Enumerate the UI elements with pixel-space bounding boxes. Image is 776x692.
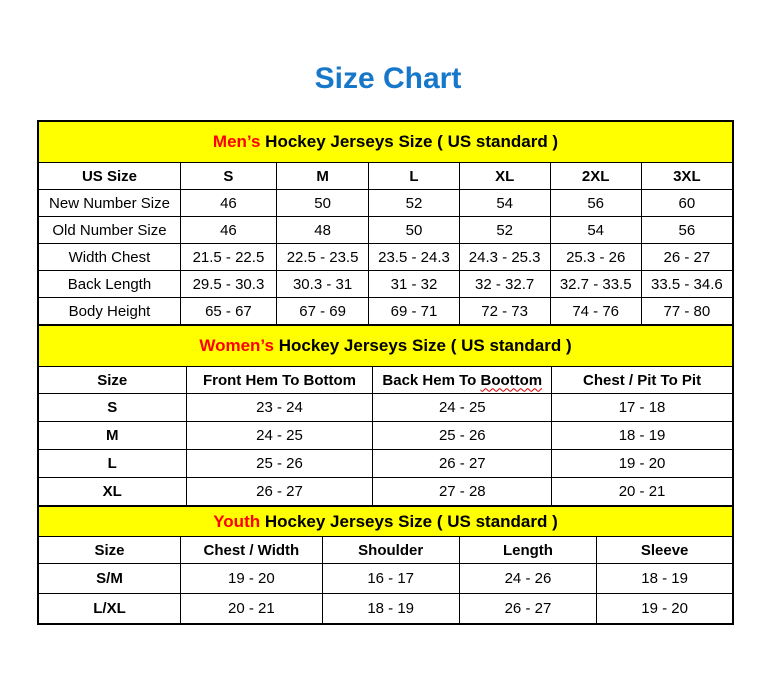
column-header: M — [276, 163, 368, 190]
table-cell: 19 - 20 — [552, 450, 733, 478]
table-cell: 18 - 19 — [322, 594, 459, 625]
table-cell: 24 - 25 — [186, 422, 373, 450]
row-label: L/XL — [38, 594, 180, 625]
column-header: 3XL — [641, 163, 733, 190]
table-cell: 32.7 - 33.5 — [550, 271, 641, 298]
table-cell: 24.3 - 25.3 — [459, 244, 550, 271]
table-cell: 54 — [550, 217, 641, 244]
column-header: Front Hem To Bottom — [186, 367, 373, 394]
table-row — [38, 478, 733, 507]
column-header: 2XL — [550, 163, 641, 190]
table-cell: 25.3 - 26 — [550, 244, 641, 271]
row-label: S/M — [38, 564, 180, 594]
table-cell: 69 - 71 — [369, 298, 459, 326]
table-cell: 46 — [180, 217, 276, 244]
row-label: L — [38, 450, 186, 478]
row-label: S — [38, 394, 186, 422]
column-header: Length — [459, 537, 597, 564]
table-cell: 48 — [276, 217, 368, 244]
womens-table-header-highlight: Women’s — [199, 336, 274, 355]
row-label: M — [38, 422, 186, 450]
row-label: XL — [38, 478, 186, 507]
table-cell: 23 - 24 — [186, 394, 373, 422]
womens-table-header-text: Hockey Jerseys Size ( US standard ) — [273, 336, 572, 355]
table-cell: 16 - 17 — [322, 564, 459, 594]
table-row — [38, 271, 733, 298]
table-cell: 25 - 26 — [186, 450, 373, 478]
table-row — [38, 325, 733, 367]
mens-size-table — [37, 120, 734, 326]
table-cell: 52 — [459, 217, 550, 244]
table-row — [38, 450, 733, 478]
table-cell: 24 - 26 — [459, 564, 597, 594]
table-cell: 72 - 73 — [459, 298, 550, 326]
youth-size-table — [37, 505, 734, 625]
table-row — [38, 298, 733, 326]
size-chart-tables — [37, 120, 734, 625]
table-cell: 19 - 20 — [597, 594, 733, 625]
table-row — [38, 422, 733, 450]
table-row — [38, 537, 733, 564]
table-cell: 26 - 27 — [459, 594, 597, 625]
table-cell: 30.3 - 31 — [276, 271, 368, 298]
table-cell: 26 - 27 — [373, 450, 552, 478]
table-cell: 19 - 20 — [180, 564, 322, 594]
table-cell: 77 - 80 — [641, 298, 733, 326]
table-cell: 18 - 19 — [552, 422, 733, 450]
column-header: Shoulder — [322, 537, 459, 564]
table-cell: 29.5 - 30.3 — [180, 271, 276, 298]
table-cell: 56 — [641, 217, 733, 244]
column-header: Size — [38, 367, 186, 394]
table-cell: 52 — [369, 190, 459, 217]
youth-table-header-highlight: Youth — [213, 511, 261, 531]
mens-table-header — [38, 121, 733, 163]
table-row — [38, 594, 733, 625]
table-cell: 26 - 27 — [186, 478, 373, 507]
column-header: Size — [38, 537, 180, 564]
womens-size-table — [37, 324, 734, 507]
table-cell: 17 - 18 — [552, 394, 733, 422]
column-header: Chest / Width — [180, 537, 322, 564]
table-cell: 25 - 26 — [373, 422, 552, 450]
table-cell: 67 - 69 — [276, 298, 368, 326]
table-cell: 23.5 - 24.3 — [369, 244, 459, 271]
youth-table-header-text: Hockey Jerseys Size ( US standard ) — [260, 511, 558, 531]
table-row — [38, 506, 733, 537]
table-cell: 20 - 21 — [180, 594, 322, 625]
table-row — [38, 564, 733, 594]
mens-table-header-highlight: Men’s — [212, 132, 261, 151]
table-row — [38, 244, 733, 271]
page-title: Size Chart — [314, 62, 462, 95]
table-cell: 56 — [550, 190, 641, 217]
table-cell: 50 — [369, 217, 459, 244]
youth-table-header — [38, 506, 733, 537]
row-label: Width Chest — [38, 244, 180, 271]
table-cell: 54 — [459, 190, 550, 217]
table-cell: 33.5 - 34.6 — [641, 271, 733, 298]
row-label: Body Height — [38, 298, 180, 326]
column-header: Sleeve — [597, 537, 733, 564]
table-row — [38, 163, 733, 190]
column-header: Chest / Pit To Pit — [552, 367, 733, 394]
table-row — [38, 367, 733, 394]
womens-table-header — [38, 325, 733, 367]
table-row — [38, 190, 733, 217]
table-cell: 27 - 28 — [373, 478, 552, 507]
table-row — [38, 217, 733, 244]
table-cell: 20 - 21 — [552, 478, 733, 507]
table-cell: 32 - 32.7 — [459, 271, 550, 298]
column-header: S — [180, 163, 276, 190]
column-header: L — [369, 163, 459, 190]
row-label: Old Number Size — [38, 217, 180, 244]
table-cell: 46 — [180, 190, 276, 217]
table-row — [38, 121, 733, 163]
table-row — [38, 394, 733, 422]
mens-table-header-text: Hockey Jerseys Size ( US standard ) — [260, 132, 559, 151]
table-cell: 22.5 - 23.5 — [276, 244, 368, 271]
column-header: US Size — [38, 163, 180, 190]
column-header: XL — [459, 163, 550, 190]
table-cell: 60 — [641, 190, 733, 217]
misspelled-word: Boottom — [480, 371, 543, 389]
table-cell: 21.5 - 22.5 — [180, 244, 276, 271]
table-cell: 65 - 67 — [180, 298, 276, 326]
column-header-text: Back Hem To — [382, 371, 481, 389]
table-cell: 26 - 27 — [641, 244, 733, 271]
column-header — [373, 367, 552, 394]
row-label: New Number Size — [38, 190, 180, 217]
table-cell: 18 - 19 — [597, 564, 733, 594]
row-label: Back Length — [38, 271, 180, 298]
table-cell: 24 - 25 — [373, 394, 552, 422]
table-cell: 74 - 76 — [550, 298, 641, 326]
table-cell: 50 — [276, 190, 368, 217]
table-cell: 31 - 32 — [369, 271, 459, 298]
